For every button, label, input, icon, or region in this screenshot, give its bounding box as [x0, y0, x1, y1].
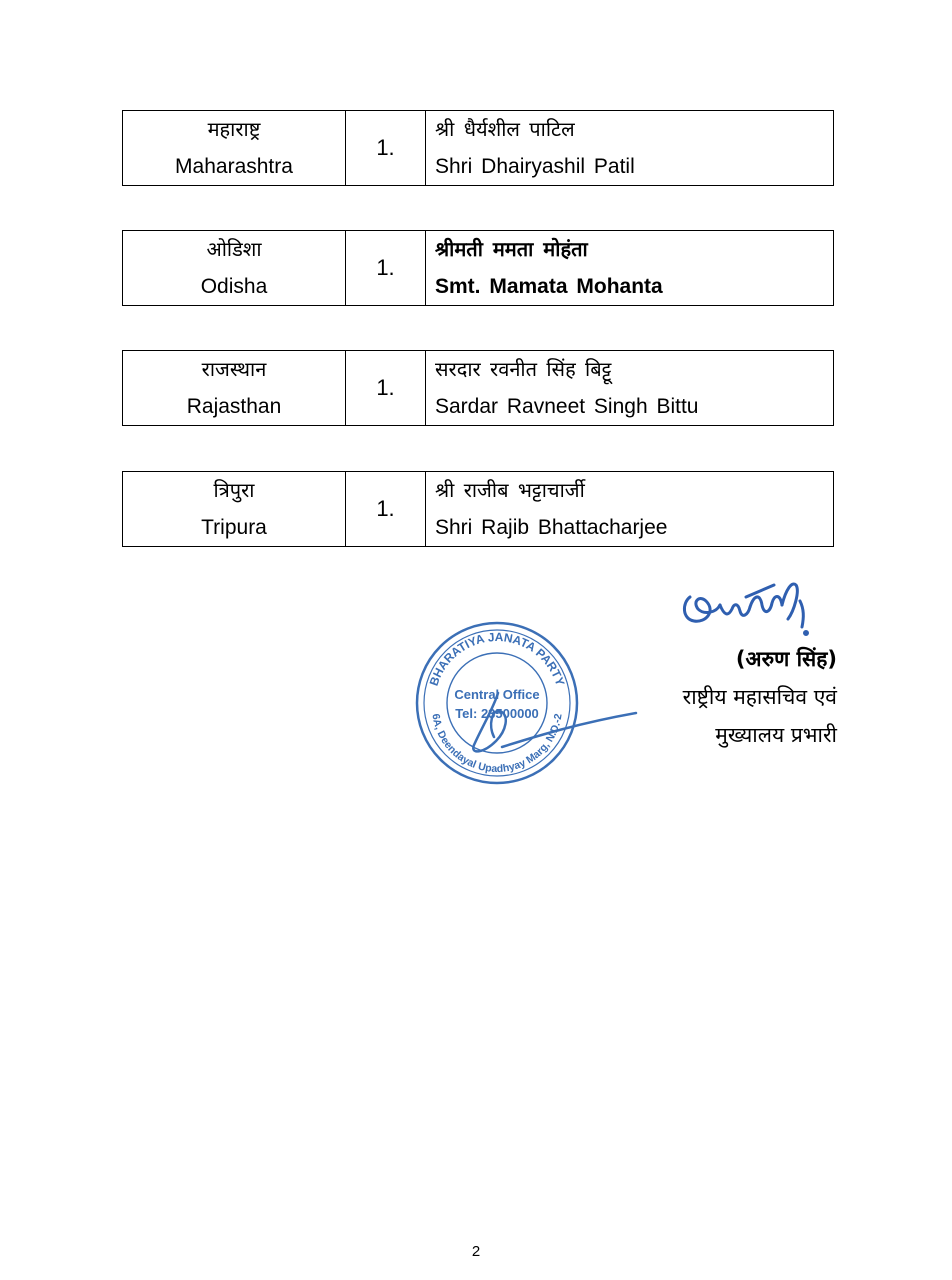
serial-number: 1.	[346, 231, 426, 305]
serial-number: 1.	[346, 472, 426, 546]
nominee-cell	[426, 111, 833, 185]
nominee-cell	[426, 351, 833, 425]
state-name-hindi: महाराष्ट्र	[207, 117, 261, 141]
signature-icon	[676, 575, 826, 637]
state-cell	[123, 231, 346, 305]
page-number: 2	[471, 1243, 481, 1260]
stamp-address-text: 6A, Deendayal Upadhyay Marg, N.D.-2	[429, 712, 565, 776]
state-name-english: Tripura	[201, 516, 267, 539]
serial-number: 1.	[346, 351, 426, 425]
state-name-hindi: राजस्थान	[201, 357, 267, 381]
state-name-hindi: त्रिपुरा	[213, 478, 255, 502]
nominee-cell	[426, 231, 833, 305]
nominee-name-hindi: श्रीमती ममता मोहंता	[435, 237, 588, 261]
entry-table-odisha	[122, 230, 834, 306]
state-cell	[123, 351, 346, 425]
nominee-name-english: Shri Rajib Bhattacharjee	[435, 516, 668, 539]
party-stamp-icon	[410, 615, 640, 790]
state-name-english: Maharashtra	[175, 155, 293, 178]
nominee-cell	[426, 472, 833, 546]
entry-table-tripura	[122, 471, 834, 547]
stamp-ring-text: BHARATIYA JANATA PARTY	[426, 629, 568, 688]
stamp-tel-text: Tel: 23500000	[455, 706, 539, 721]
signatory-name: (अरुण सिंह)	[735, 647, 837, 671]
serial-number: 1.	[346, 111, 426, 185]
nominee-name-english: Smt. Mamata Mohanta	[435, 275, 663, 298]
signatory-title-line2: मुख्यालय प्रभारी	[715, 723, 837, 747]
entry-table-rajasthan	[122, 350, 834, 426]
state-name-hindi: ओडिशा	[206, 237, 262, 261]
state-name-english: Odisha	[200, 275, 268, 298]
state-cell	[123, 472, 346, 546]
nominee-name-hindi: श्री राजीब भट्टाचार्जी	[435, 478, 585, 502]
signatory-block	[683, 640, 837, 754]
nominee-name-english: Sardar Ravneet Singh Bittu	[435, 395, 699, 418]
nominee-name-hindi: श्री धैर्यशील पाटिल	[435, 117, 575, 141]
state-cell	[123, 111, 346, 185]
state-name-english: Rajasthan	[186, 395, 282, 418]
stamp-office-text: Central Office	[454, 687, 540, 702]
entry-table-maharashtra	[122, 110, 834, 186]
signatory-title-line1: राष्ट्रीय महासचिव एवं	[682, 685, 837, 709]
nominee-name-english: Shri Dhairyashil Patil	[435, 155, 635, 178]
nominee-name-hindi: सरदार रवनीत सिंह बिट्टू	[435, 357, 612, 381]
